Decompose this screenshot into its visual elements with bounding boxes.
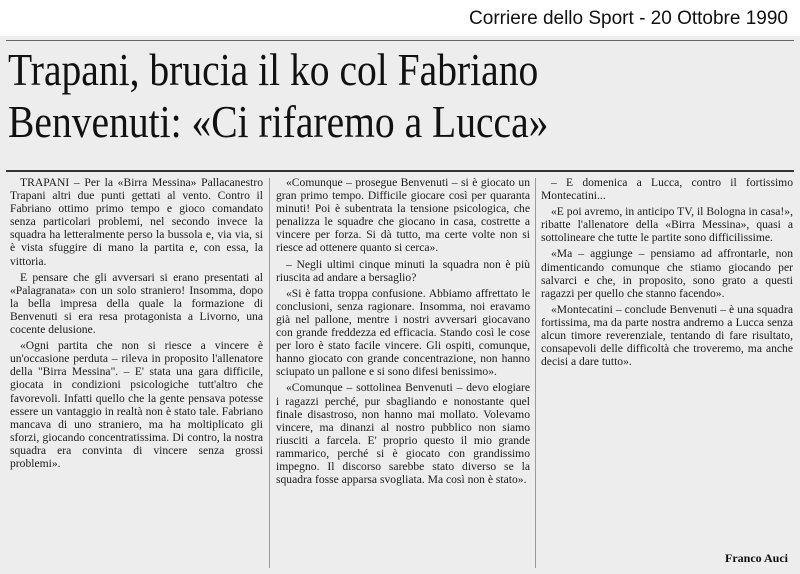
- column-divider: [535, 178, 536, 568]
- newspaper-clipping: [0, 36, 800, 574]
- source-caption: Corriere dello Sport - 20 Ottobre 1990: [469, 8, 788, 29]
- paragraph: – E domenica a Lucca, contro il fortissimo Montecatini...: [541, 176, 793, 203]
- article-column-2: [276, 176, 530, 486]
- column-divider: [269, 178, 270, 568]
- paragraph: – Negli ultimi cinque minuti la squadra non è più riuscita ad andare a bersaglio?: [276, 257, 530, 284]
- paragraph: «Si è fatta troppa confusione. Abbiamo affrettato le conclusioni, senza ragionare. Insomma, noi eravamo già nel pallone, mentre i nostri avversari giocavano con grande freddezza ed efficacia. Stando così le cose per loro è stato facile vincere. Gli ospiti, comunque, hanno giocato con grande concentrazione, non hanno sciupato un pallone e si sono difesi benissimo».: [276, 286, 530, 379]
- headline-rule: [6, 170, 794, 172]
- paragraph: «Comunque – sottolinea Benvenuti – devo elogiare i ragazzi perché, pur sbagliando e nonostante quel finale disastroso, non hanno mai mollato. Volevamo vincere, ma dinanzi al nostro pubblico non siamo riusciti a farcela. E' proprio questo il mio grande rammarico, perché si è giocato con grandissimo impegno. Il discorso sarebbe stato diverso se la squadra fosse apparsa svogliata. Ma così non è stato».: [276, 381, 530, 487]
- paragraph: «Ma – aggiunge – pensiamo ad affrontarle, non dimenticando comunque che stiamo giocando per salvarci e che, in proposito, sono grato a questi ragazzi per quello che stanno facendo».: [541, 247, 793, 300]
- paragraph: «E poi avremo, in anticipo TV, il Bologna in casa!», ribatte l'allenatore della «Birra Messina», quasi a sottolineare che tutte le partite sono difficilissime.: [541, 205, 793, 245]
- article-column-3: [541, 176, 793, 368]
- paragraph: E pensare che gli avversari si erano presentati al «Palagranata» con un solo straniero! Insomma, dopo la bella impresa della quale la formazione di Benvenuti si era resa protagonista a Livorno, una cocente delusione.: [10, 270, 263, 337]
- top-rule: [6, 40, 794, 41]
- paragraph: «Ogni partita che non si riesce a vincere è un'occasione perduta – rileva in proposito l'allenatore della "Birra Messina". – E' stata una gara difficile, giocata in condizioni psicologiche tutt'altro che favorevoli. Infatti quello che la gente pensava potesse essere un vantaggio in realtà non è stato tale. Fabriano mancava di uno straniero, ma ha moltiplicato gli sforzi, giocando concentratissima. Di contro, la nostra squadra era convinta di vincere senza grossi problemi».: [10, 339, 263, 470]
- paragraph: TRAPANI – Per la «Birra Messina» Pallacanestro Trapani altri due punti gettati al vento. Contro il Fabriano ottimo primo tempo e gioco comandato senza particolari problemi, nel secondo invece la squadra ha letteralmente perso la bussola e, via via, si è vista sfuggire di mano la partita e, con essa, la vittoria.: [10, 176, 263, 268]
- headline-line-2: Benvenuti: «Ci rifaremo a Lucca»: [8, 96, 549, 147]
- author-byline: Franco Auci: [725, 551, 788, 565]
- headline: [8, 44, 682, 148]
- paragraph: «Montecatini – conclude Benvenuti – è una squadra fortissima, ma da parte nostra andremo a Lucca senza alcun timore reverenziale, tentando di fare risultato, consapevoli delle difficoltà che troveremo, ma anche decisi a dare tutto».: [541, 302, 793, 369]
- headline-line-1: Trapani, brucia il ko col Fabriano: [8, 44, 539, 95]
- paragraph: «Comunque – prosegue Benvenuti – si è giocato un gran primo tempo. Difficile giocare così per quaranta minuti! Poi è subentrata la tensione psicologica, che penalizza le squadre che giocano in casa, costrette a vincere per forza. Si dà tutto, ma certe volte non si riesce ad ottenere quanto si cerca».: [276, 176, 530, 255]
- article-column-1: [10, 176, 263, 470]
